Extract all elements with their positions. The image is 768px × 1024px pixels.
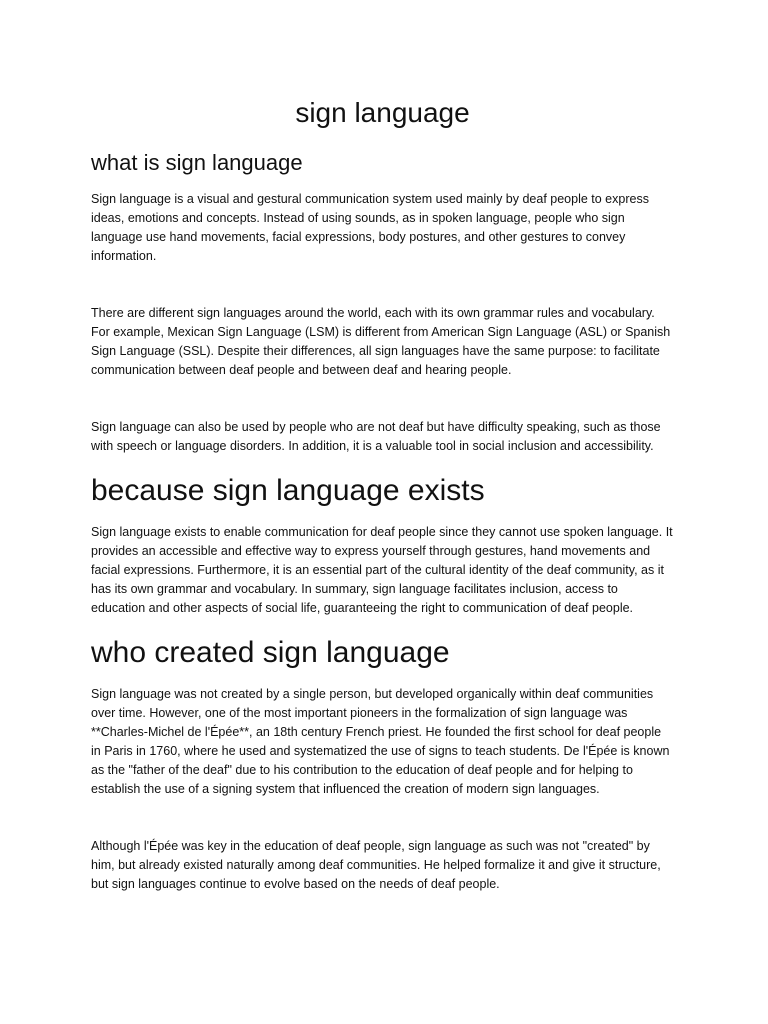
paragraph: Sign language can also be used by people who are not deaf but have difficulty speaking, such as those with speech or language disorders. In addition, it is a valuable tool in social inclusion and accessibility. [91,420,661,453]
paragraph: Although l'Épée was key in the education of deaf people, sign language as such was not "created" by him, but already existed naturally among deaf communities. He helped formalize it and give it structure, but sign languages continue to evolve based on the needs of deaf people. [91,839,661,891]
document-title: sign language [295,97,470,128]
paragraph: Sign language was not created by a single person, but developed organically within deaf communities over time. However, one of the most important pioneers in the formalization of sign language was **Charles-Michel de l'Épée**, an 18th century French priest. He founded the first school for deaf people in Paris in 1760, where he used and systematized the use of signs to teach students. De l'Épée is known as the "father of the deaf" due to his contribution to the education of deaf people and for helping to establish the use of a signing system that influenced the creation of modern sign languages. [91,687,670,796]
paragraph: Sign language is a visual and gestural communication system used mainly by deaf people to express ideas, emotions and concepts. Instead of using sounds, as in spoken language, people who sign language use hand movements, facial expressions, body postures, and other gestures to convey information. [91,192,649,263]
section-heading-because: because sign language exists [91,474,485,507]
section-heading-what-is: what is sign language [91,150,303,175]
section-heading-who-created: who created sign language [91,636,450,669]
paragraph: Sign language exists to enable communication for deaf people since they cannot use spoken language. It provides an accessible and effective way to express yourself through gestures, hand movements and facial expressions. Furthermore, it is an essential part of the cultural identity of the deaf community, as it has its own grammar and vocabulary. In summary, sign language facilitates inclusion, access to education and other aspects of social life, guaranteeing the right to communication of deaf people. [91,525,673,615]
paragraph: There are different sign languages around the world, each with its own grammar rules and vocabulary. For example, Mexican Sign Language (LSM) is different from American Sign Language (ASL) or Spanish Sign Language (SSL). Despite their differences, all sign languages have the same purpose: to facilitate communication between deaf people and between deaf and hearing people. [91,306,671,377]
